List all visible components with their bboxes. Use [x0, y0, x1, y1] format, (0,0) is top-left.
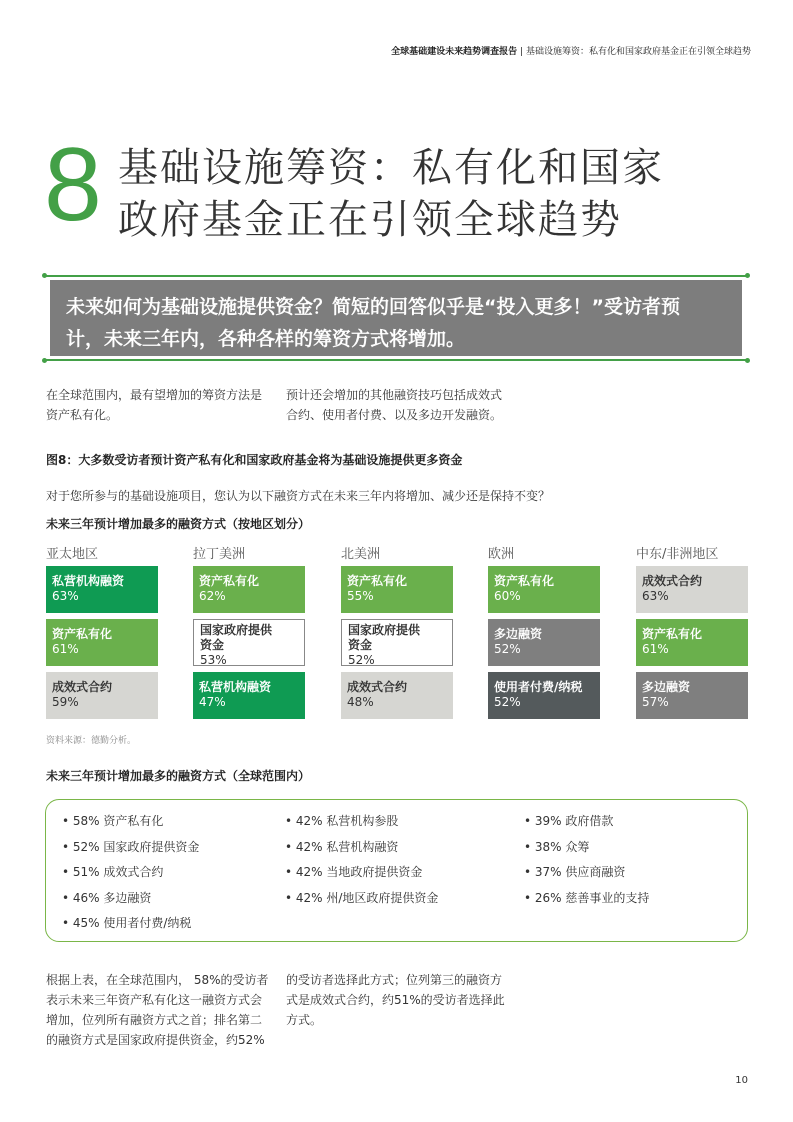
tile-value: 52%	[494, 642, 521, 656]
tile-label: 资产私有化	[347, 574, 408, 588]
tile-label: 多边融资	[642, 680, 691, 694]
region-asia-pacific	[46, 543, 158, 709]
list-item: • 58% 资产私有化	[62, 812, 199, 838]
tile-value: 59%	[52, 695, 79, 709]
intro-col1	[46, 385, 262, 425]
list-item: • 51% 成效式合约	[62, 863, 199, 889]
tile-label: 多边融资	[494, 627, 543, 641]
chapter-title	[118, 142, 758, 246]
funding-tile	[636, 566, 748, 613]
region-name: 亚太地区	[46, 547, 99, 562]
list-item: • 42% 私营机构参股	[285, 812, 438, 838]
list-item: • 45% 使用者付费/纳税	[62, 914, 199, 940]
tile-value: 52%	[494, 695, 521, 709]
tile-label: 资产私有化	[642, 627, 703, 641]
figure-title: 图8：大多数受访者预计资产私有化和国家政府基金将为基础设施提供更多资金	[46, 453, 463, 467]
body-line: 方式。	[286, 1013, 323, 1027]
tile-value: 48%	[347, 695, 374, 709]
global-list-box	[45, 799, 748, 942]
corner-dot	[745, 273, 750, 278]
tile-value: 53%	[200, 653, 227, 667]
global-column	[285, 812, 438, 914]
funding-tile	[488, 672, 600, 719]
tile-label: 成效式合约	[52, 680, 113, 694]
regional-grid	[46, 543, 748, 723]
intro-line: 合约、使用者付费、以及多边开发融资。	[286, 408, 503, 422]
body-col1	[46, 970, 269, 1050]
header-separator: |	[520, 47, 524, 57]
tile-label: 资产私有化	[199, 574, 260, 588]
chapter-title-line: 基础设施筹资：私有化和国家	[118, 145, 664, 191]
corner-dot	[42, 358, 47, 363]
body-line: 表示未来三年资产私有化这一融资方式会	[46, 993, 263, 1007]
tile-label: 使用者付费/纳税	[494, 680, 583, 694]
region-name: 欧洲	[488, 547, 515, 562]
tile-label: 成效式合约	[642, 574, 703, 588]
body-line: 式是成效式合约，约51%的受访者选择此	[286, 993, 505, 1007]
source-note: 资料来源：德勤分析。	[46, 736, 137, 746]
funding-tile	[46, 672, 158, 719]
body-col2	[286, 970, 505, 1030]
corner-dot	[745, 358, 750, 363]
tile-label: 私营机构融资	[52, 574, 125, 588]
page-number: 10	[735, 1075, 748, 1086]
tile-label: 国家政府提供	[348, 623, 421, 637]
region-middle-east-africa	[636, 543, 748, 709]
tile-value: 57%	[642, 695, 669, 709]
list-item: • 42% 私营机构融资	[285, 838, 438, 864]
tile-label: 成效式合约	[347, 680, 408, 694]
list-item: • 46% 多边融资	[62, 889, 199, 915]
tile-label: 国家政府提供	[200, 623, 273, 637]
funding-tile	[46, 619, 158, 666]
section-title: 基础设施筹资：私有化和国家政府基金正在引领全球趋势	[525, 47, 751, 57]
chapter-title-line: 政府基金正在引领全球趋势	[118, 197, 622, 243]
tile-value: 62%	[199, 589, 226, 603]
body-line: 增加，位列所有融资方式之首；排名第二	[46, 1013, 263, 1027]
funding-tile	[341, 566, 453, 613]
funding-tile	[46, 566, 158, 613]
tile-label: 私营机构融资	[199, 680, 272, 694]
global-subtitle: 未来三年预计增加最多的融资方式（全球范围内）	[46, 769, 311, 783]
funding-tile	[341, 619, 453, 666]
chapter-number: 8	[44, 127, 102, 243]
tile-value: 60%	[494, 589, 521, 603]
list-item: • 26% 慈善事业的支持	[524, 889, 649, 915]
global-column	[524, 812, 649, 914]
tile-value: 61%	[642, 642, 669, 656]
lead-callout	[45, 275, 747, 361]
report-title: 全球基础建设未来趋势调查报告	[391, 47, 518, 57]
intro-col2	[286, 385, 502, 425]
running-header	[391, 44, 751, 57]
tile-value: 52%	[348, 653, 375, 667]
list-item: • 52% 国家政府提供资金	[62, 838, 199, 864]
lead-line: 未来如何为基础设施提供资金？简短的回答似乎是“投入更多！”受访者预	[66, 296, 680, 318]
tile-label: 资产私有化	[494, 574, 555, 588]
region-europe	[488, 543, 600, 709]
region-latin-america	[193, 543, 305, 709]
lead-text	[50, 280, 742, 356]
list-item: • 39% 政府借款	[524, 812, 649, 838]
list-item: • 37% 供应商融资	[524, 863, 649, 889]
intro-line: 资产私有化。	[46, 408, 119, 422]
list-item: • 42% 当地政府提供资金	[285, 863, 438, 889]
funding-tile	[193, 672, 305, 719]
tile-value: 63%	[642, 589, 669, 603]
list-item: • 38% 众筹	[524, 838, 649, 864]
tile-value: 63%	[52, 589, 79, 603]
tile-label: 资金	[200, 638, 225, 652]
funding-tile	[193, 619, 305, 666]
region-name: 拉丁美洲	[193, 547, 246, 562]
region-name: 中东/非洲地区	[636, 547, 719, 562]
intro-line: 在全球范围内，最有望增加的筹资方法是	[46, 388, 263, 402]
tile-value: 61%	[52, 642, 79, 656]
body-line: 的受访者选择此方式；位列第三的融资方	[286, 973, 503, 987]
region-name: 北美洲	[341, 547, 381, 562]
funding-tile	[488, 566, 600, 613]
list-item: • 42% 州/地区政府提供资金	[285, 889, 438, 915]
survey-question: 对于您所参与的基础设施项目，您认为以下融资方式在未来三年内将增加、减少还是保持不变？	[46, 489, 551, 503]
body-line: 的融资方式是国家政府提供资金，约52%	[46, 1033, 265, 1047]
regional-subtitle: 未来三年预计增加最多的融资方式（按地区划分）	[46, 517, 311, 531]
funding-tile	[341, 672, 453, 719]
tile-value: 47%	[199, 695, 226, 709]
global-column	[62, 812, 199, 940]
funding-tile	[636, 619, 748, 666]
tile-label: 资金	[348, 638, 373, 652]
intro-line: 预计还会增加的其他融资技巧包括成效式	[286, 388, 503, 402]
funding-tile	[488, 619, 600, 666]
corner-dot	[42, 273, 47, 278]
region-north-america	[341, 543, 453, 709]
tile-value: 55%	[347, 589, 374, 603]
funding-tile	[636, 672, 748, 719]
lead-line: 计，未来三年内，各种各样的筹资方式将增加。	[66, 328, 466, 350]
tile-label: 资产私有化	[52, 627, 113, 641]
funding-tile	[193, 566, 305, 613]
body-line: 根据上表，在全球范围内， 58%的受访者	[46, 973, 269, 987]
